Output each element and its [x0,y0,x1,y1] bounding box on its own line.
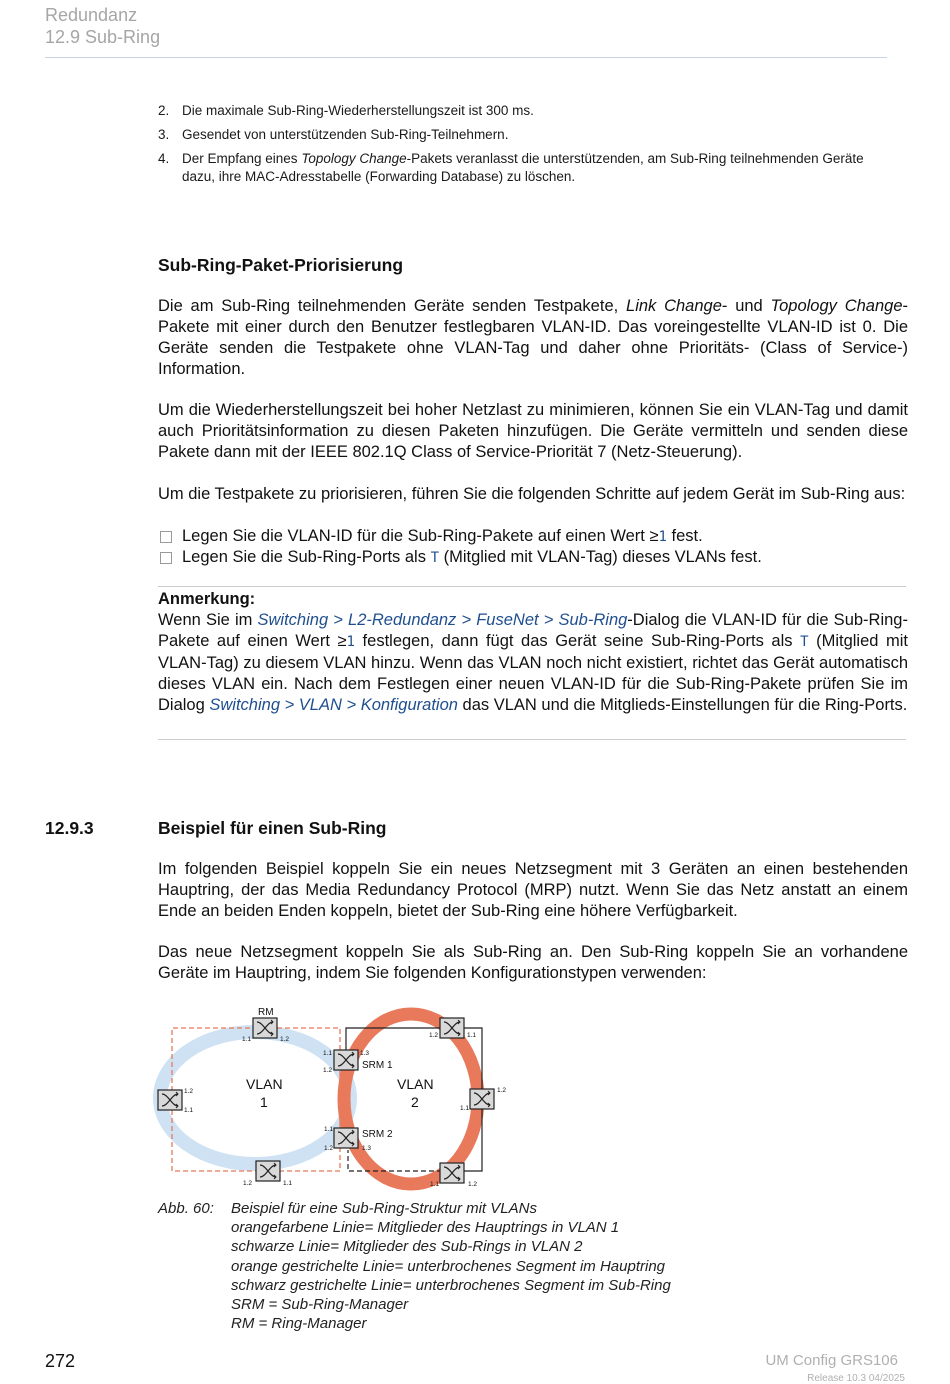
srm1-label: SRM 1 [362,1060,393,1071]
port-label: 1.2 [324,1145,334,1152]
port-label: 1.1 [467,1032,477,1039]
running-header [45,4,160,48]
list-number: 4. [158,151,170,166]
header-section: 12.9 Sub-Ring [45,27,161,47]
note-rule-top [158,586,906,587]
section-number: 12.9.3 [45,818,94,838]
caption-line: RM = Ring-Manager [231,1315,367,1333]
port-label: 1.2 [497,1087,507,1094]
header-chapter: Redundanz [45,5,138,25]
port-label: 1.3 [360,1050,370,1057]
note-text: Wenn Sie im Switching > L2-Redundanz > FuseNet > Sub-Ring-Dialog die VLAN-ID für die Sub-Ring-Pakete auf einen Wert ≥1 festlegen, dann fügt das Gerät seine Sub-Ring-Ports als T (Mitglied mit VLAN-Tag) zu diesem VLAN hinzu. Wenn das VLAN noch nicht existiert, richtet das Gerät automatisch dieses VLAN ein. Nach dem Festlegen einer neuen VLAN-ID für die Sub-Ring-Pakete prüfen Sie im Dialog Switching > VLAN > Konfiguration das VLAN und die Mitglieds-Einstellungen für die Ring-Ports. [158,611,908,714]
footer-doc-title: UM Config GRS106 [765,1352,898,1369]
port-label: 1.2 [468,1181,478,1188]
paragraph: Das neue Netzsegment koppeln Sie als Sub-Ring an. Den Sub-Ring koppeln Sie an vorhandene Geräte im Hauptring, indem Sie folgenden Konfigurationstypen verwenden: [158,943,908,982]
port-label: 1.1 [242,1036,252,1043]
port-label: 1.1 [283,1180,293,1187]
port-label: 1.1 [430,1181,440,1188]
srm2-label: SRM 2 [362,1129,393,1140]
rm-label: RM [258,1007,274,1018]
caption-line: orange gestrichelte Linie= unterbrochenes Segment im Hauptring [231,1257,666,1275]
port-label: 1.2 [429,1032,439,1039]
paragraph: Die am Sub-Ring teilnehmenden Geräte senden Testpakete, Link Change- und Topology Change-Pakete mit einer durch den Benutzer festlegbaren VLAN-ID. Das voreingestellte VLAN-ID ist 0. Die Geräte senden die Testpakete ohne VLAN-Tag und daher ohne Prioritäts- (Class of Service-) Information. [158,297,908,378]
vlan2-number: 2 [411,1094,419,1110]
caption-line: schwarz gestrichelte Linie= unterbrochenes Segment im Sub-Ring [231,1276,671,1294]
note [158,589,908,716]
note-title: Anmerkung: [158,590,256,608]
list-text: Die maximale Sub-Ring-Wiederherstellungszeit ist 300 ms. [182,103,534,118]
caption-line: SRM = Sub-Ring-Manager [231,1296,409,1314]
step-text: Legen Sie die Sub-Ring-Ports als T (Mitglied mit VLAN-Tag) dieses VLANs fest. [182,548,762,566]
section-heading: Beispiel für einen Sub-Ring [158,818,387,838]
paragraph: Um die Testpakete zu priorisieren, führen Sie die folgenden Schritte auf jedem Gerät im Sub-Ring aus: [158,485,906,503]
menu-path-link[interactable]: Switching > L2-Redundanz > FuseNet > Sub-Ring [257,611,628,629]
port-label: 1.1 [324,1126,334,1133]
page-number: 272 [45,1351,76,1371]
header-rule [45,57,887,58]
sub-ring-diagram [150,1000,520,1200]
checkbox-icon [160,531,172,543]
switch-icon [256,1161,280,1181]
caption-label: Abb. 60: [158,1200,214,1217]
step-text: Legen Sie die VLAN-ID für die Sub-Ring-Pakete auf einen Wert ≥1 fest. [182,527,703,545]
caption-lines [231,1199,671,1333]
caption-line: orangefarbene Linie= Mitglieder des Hauptrings in VLAN 1 [231,1219,620,1237]
switch-rm-icon [253,1018,277,1038]
section-heading: Sub-Ring-Paket-Priorisierung [158,255,404,275]
main-ring [160,1032,350,1164]
port-label: 1.1 [323,1050,333,1057]
checkbox-icon [160,552,172,564]
port-label: 1.1 [460,1105,470,1112]
vlan2-label: VLAN [397,1076,434,1092]
port-label: 1.3 [362,1145,372,1152]
switch-srm2-icon [334,1128,358,1148]
switch-srm1-icon [334,1050,358,1070]
vlan1-number: 1 [260,1094,268,1110]
paragraph: Im folgenden Beispiel koppeln Sie ein neues Netzsegment mit 3 Geräten an einen bestehenden Hauptring, der das Media Redundancy Protocol (MRP) nutzt. Wenn Sie das Netz anstatt an einem Ende an beiden Enden koppeln, bietet der Sub-Ring eine höhere Verfügbarkeit. [158,860,908,920]
caption-line: schwarze Linie= Mitglieder des Sub-Rings in VLAN 2 [231,1238,583,1256]
list-text: Der Empfang eines Topology Change-Pakets veranlasst die unterstützenden, am Sub-Ring teilnehmenden Geräte dazu, ihre MAC-Adresstabelle (Forwarding Database) zu löschen. [182,151,864,184]
switch-icon [470,1089,494,1109]
switch-icon [440,1163,464,1183]
paragraph: Um die Wiederherstellungszeit bei hoher Netzlast zu minimieren, können Sie ein VLAN-Tag und damit auch Prioritätsinformation zu diesen Paketen hinzufügen. Die Geräte vermitteln und senden diese Pakete dann mit der IEEE 802.1Q Class of Service-Priorität 7 (Netz-Steuerung). [158,401,908,461]
port-label: 1.2 [323,1067,333,1074]
switch-icon [440,1018,464,1038]
vlan1-label: VLAN [246,1076,283,1092]
list-number: 2. [158,103,170,118]
switch-icon [158,1090,182,1110]
footer-release: Release 10.3 04/2025 [807,1373,905,1384]
port-label: 1.2 [280,1036,290,1043]
port-label: 1.2 [184,1088,194,1095]
list-text: Gesendet von unterstützenden Sub-Ring-Teilnehmern. [182,127,509,142]
list-number: 3. [158,127,170,142]
note-rule-bottom [158,739,906,740]
caption-line: Beispiel für eine Sub-Ring-Struktur mit VLANs [231,1200,537,1217]
port-label: 1.2 [243,1180,253,1187]
port-label: 1.1 [184,1107,194,1114]
menu-path-link[interactable]: Switching > VLAN > Konfiguration [209,696,458,714]
